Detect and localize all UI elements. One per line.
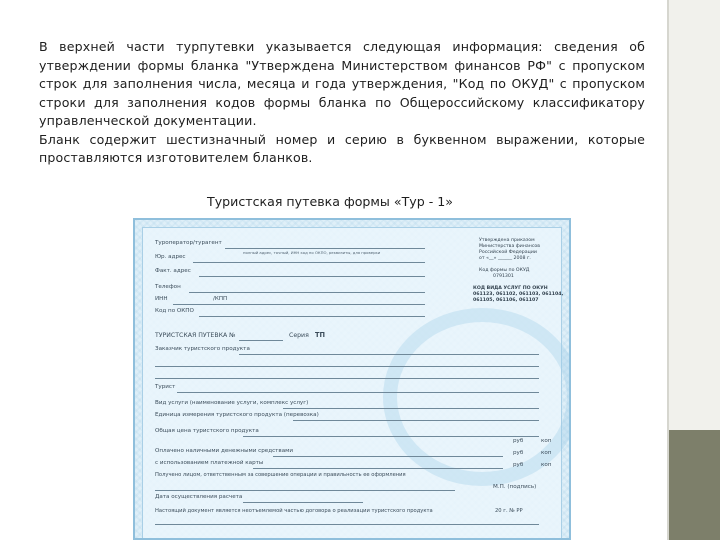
line-unit (293, 420, 539, 421)
line-inn (173, 304, 425, 305)
line-tourist (177, 392, 539, 393)
description-text (39, 38, 645, 168)
field-touroperator: Туроператор/турагент (155, 240, 222, 246)
figure-caption: Туристская путевка формы «Тур - 1» (207, 194, 453, 209)
strip-accent-block (669, 430, 720, 540)
field-hint: полный адрес, точный, ИНН код по ОКПО, реквизиты, для проверки (243, 250, 381, 255)
form-watermark-seal (383, 308, 571, 486)
line-contract (155, 524, 539, 525)
card-kop: коп (541, 462, 552, 468)
signature-mark: М.П. (подпись) (493, 484, 537, 490)
okud-label: Код формы по ОКУД (479, 268, 530, 273)
okun-label: КОД ВИДА УСЛУГ ПО ОКУН (473, 286, 548, 291)
field-unit: Единица измерения туристского продукта (перевозка) (155, 412, 319, 418)
field-received-by: Получено лицом, ответственным за совершение операции и правильность ее оформления (155, 472, 406, 478)
line-total-price (243, 436, 539, 437)
line-paid-cash (273, 456, 503, 457)
field-actual-address: Факт. адрес (155, 268, 191, 274)
field-contract-note: Настоящий документ является неотъемлемой частью договора о реализации туристского продукта (155, 508, 433, 514)
field-legal-address: Юр. адрес (155, 254, 186, 260)
okun-codes-1: 061123, 061102, 061103, 061104, (473, 292, 564, 297)
price-kop: коп (541, 438, 552, 444)
field-card: с использованием платежной карты (155, 460, 264, 466)
contract-tail: 20 г. № РР (495, 508, 523, 514)
tour-voucher-form-image (133, 218, 571, 540)
approval-line-4: от «__» ______ 2008 г. (479, 256, 531, 261)
voucher-title: ТУРИСТСКАЯ ПУТЕВКА № (155, 332, 236, 339)
cash-kop: коп (541, 450, 552, 456)
series-value: ТП (315, 331, 326, 339)
field-okpo: Код по ОКПО (155, 308, 194, 314)
right-decorative-strip (667, 0, 720, 540)
field-settlement-date: Дата осуществления расчета (155, 494, 243, 500)
approval-line-2: Министерства финансов (479, 244, 541, 249)
line-phone (189, 292, 425, 293)
line-customer-2 (155, 366, 539, 367)
series-label: Серия (289, 332, 309, 339)
field-kpp: /КПП (213, 296, 228, 302)
price-rub: руб (513, 438, 524, 444)
field-paid-cash: Оплачено наличными денежными средствами (155, 448, 293, 454)
paragraph-1: В верхней части турпутевки указывается следующая информация: сведения об утверждении формы бланка "Утверждена Министерством финансов РФ" с пропуском строк для заполнения числа, месяца и года утверждения, "Код по ОКУД" с пропуском строки для заполнения кодов формы бланка по Общероссийскому классификатору управленческой документации. (39, 39, 645, 128)
field-phone: Телефон (155, 284, 181, 290)
field-total-price: Общая цена туристского продукта (155, 428, 259, 434)
field-service-type: Вид услуги (наименование услуги, комплекс услуг) (155, 400, 309, 406)
line-card (253, 468, 503, 469)
field-tourist: Турист (155, 384, 176, 390)
form-inner-frame (142, 227, 562, 538)
line-touroperator (225, 248, 425, 249)
field-customer: Заказчик туристского продукта (155, 346, 250, 352)
line-received-by (155, 490, 455, 491)
cash-rub: руб (513, 450, 524, 456)
line-voucher-number (239, 340, 283, 341)
line-customer (239, 354, 539, 355)
line-legal-address (193, 262, 425, 263)
okun-codes-2: 061105, 061106, 061107 (473, 298, 539, 303)
card-rub: руб (513, 462, 524, 468)
line-actual-address (199, 276, 425, 277)
line-service-type (283, 408, 539, 409)
approval-line-1: Утверждена приказом (479, 238, 535, 243)
field-inn: ИНН (155, 296, 168, 302)
approval-line-3: Российской Федерации (479, 250, 537, 255)
okud-code: 0791301 (493, 274, 514, 279)
line-customer-3 (155, 378, 539, 379)
line-settlement-date (243, 502, 363, 503)
paragraph-2: Бланк содержит шестизначный номер и серию в буквенном выражении, которые проставляются изготовителем бланков. (39, 131, 645, 165)
line-okpo (199, 316, 425, 317)
